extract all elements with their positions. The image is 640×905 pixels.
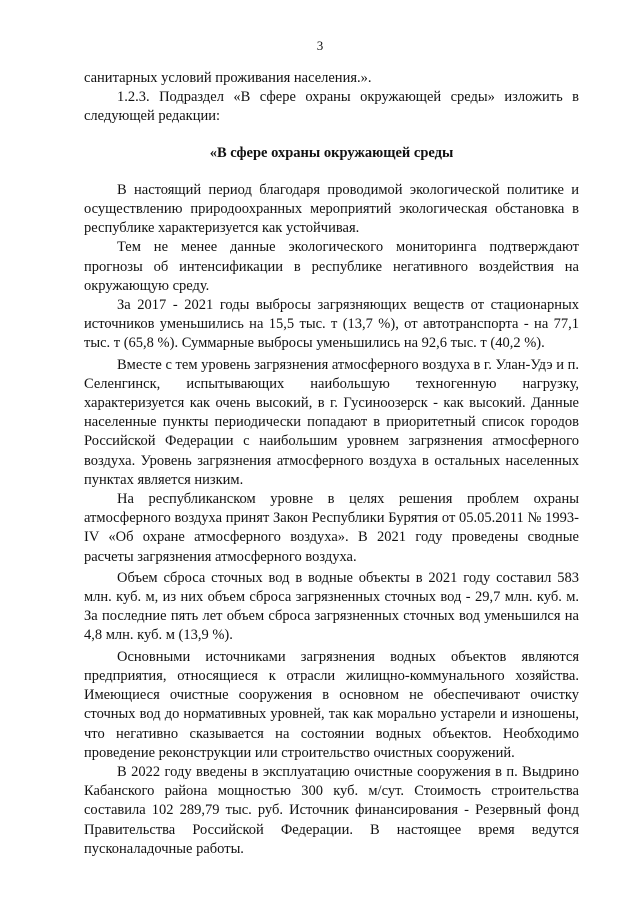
document-body [84, 69, 579, 859]
paragraph-4: Вместе с тем уровень загрязнения атмосферного воздуха в г. Улан-Удэ и п. Селенгинск, испытывающих наибольшую техногенную нагрузку, характеризуется как очень высокий, в г. Гусиноозерск - как высокий. Данные населенные пункты периодически попадают в приоритетный список городов Российской Федерации с наибольшим уровнем загрязнения атмосферного воздуха. Уровень загрязнения атмосферного воздуха в остальных населенных пунктах является низким. [84, 356, 579, 488]
paragraph-2: Тем не менее данные экологического мониторинга подтверждают прогнозы об интенсификации в республике негативного воздействия на окружающую среду. [84, 239, 579, 294]
amendment-instruction: 1.2.3. Подраздел «В сфере охраны окружающей среды» изложить в следующей редакции: [84, 89, 579, 125]
paragraph-5: На республиканском уровне в целях решения проблем охраны атмосферного воздуха принят Закон Республики Бурятия от 05.05.2011 № 1993-IV «Об охране атмосферного воздуха». В 2021 году проведены сводные расчеты загрязнения атмосферного воздуха. [84, 491, 579, 565]
intro-continuation: санитарных условий проживания населения.». [84, 70, 372, 86]
section-title: «В сфере охраны окружающей среды [209, 144, 454, 161]
paragraph-3: За 2017 - 2021 годы выбросы загрязняющих веществ от стационарных источников уменьшились на 15,5 тыс. т (13,7 %), от автотранспорта - на 77,1 тыс. т (65,8 %). Суммарные выбросы уменьшились на 92,6 тыс. т (40,2 %). [84, 297, 579, 352]
paragraph-6: Объем сброса сточных вод в водные объекты в 2021 году составил 583 млн. куб. м, из них объем сброса загрязненных сточных вод - 29,7 млн. куб. м. За последние пять лет объем сброса загрязненных сточных вод уменьшился на 4,8 млн. куб. м (13,9 %). [84, 569, 579, 644]
page-number: 3 [316, 38, 324, 53]
paragraph-7: Основными источниками загрязнения водных объектов являются предприятия, относящиеся к отрасли жилищно-коммунального хозяйства. Имеющиеся очистные сооружения в основном не обеспечивают очистку сточных вод до нормативных уровней, так как морально устарели и изношены, что негативно сказывается на состоянии водных объектов. Необходимо проведение реконструкции или строительство очистных сооружений. [84, 648, 579, 761]
paragraph-1: В настоящий период благодаря проводимой экологической политике и осуществлению природоохранных мероприятий экологическая обстановка в республике характеризуется как устойчивая. [84, 181, 579, 237]
paragraph-8: В 2022 году введены в эксплуатацию очистные сооружения в п. Выдрино Кабанского района мощностью 300 куб. м/сут. Стоимость строительства составила 102 289,79 тыс. руб. Источник финансирования - Резервный фонд Правительства Российской Федерации. В настоящее время ведутся пусконаладочные работы. [84, 763, 579, 857]
